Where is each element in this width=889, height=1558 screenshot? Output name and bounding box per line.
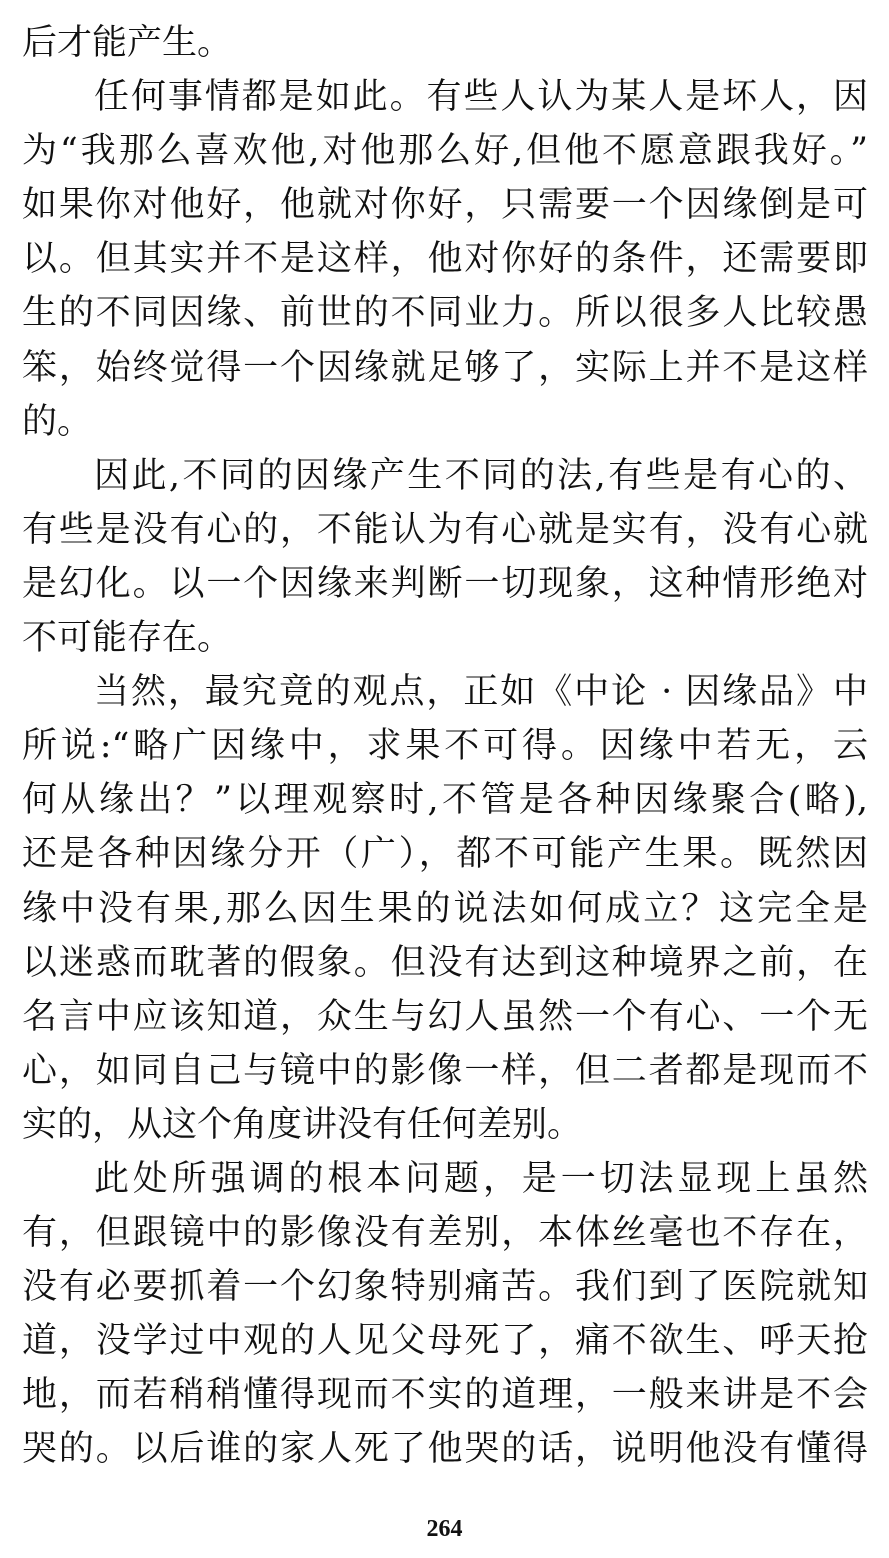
text-line: 生的不同因缘、前世的不同业力。所以很多人比较愚 [22, 293, 868, 334]
text-line: 为“我那么喜欢他,对他那么好,但他不愿意跟我好。” [22, 131, 868, 172]
text-line: 实的，从这个角度讲没有任何差别。 [22, 1104, 583, 1145]
text-line: 因此,不同的因缘产生不同的法,有些是有心的、 [94, 455, 868, 496]
text-line: 名言中应该知道，众生与幻人虽然一个有心、一个无 [22, 996, 868, 1037]
text-line: 有，但跟镜中的影像没有差别，本体丝毫也不存在， [22, 1213, 868, 1254]
text-line: 何从缘出？”以理观察时,不管是各种因缘聚合(略), [22, 780, 868, 821]
text-line: 以迷惑而耽著的假象。但没有达到这种境界之前，在 [22, 942, 868, 983]
text-line: 还是各种因缘分开（广），都不可能产生果。既然因 [22, 834, 868, 875]
text-line: 此处所强调的根本问题，是一切法显现上虽然 [94, 1158, 868, 1199]
text-line: 地，而若稍稍懂得现而不实的道理，一般来讲是不会 [22, 1375, 868, 1416]
text-line: 的。 [22, 401, 93, 442]
text-line: 缘中没有果,那么因生果的说法如何成立？这完全是 [22, 888, 868, 929]
text-line: 是幻化。以一个因缘来判断一切现象，这种情形绝对 [22, 563, 868, 604]
text-line: 道，没学过中观的人见父母死了，痛不欲生、呼天抢 [22, 1321, 868, 1362]
text-line: 有些是没有心的，不能认为有心就是实有，没有心就 [22, 509, 868, 550]
document-body [22, 16, 868, 1477]
text-line: 没有必要抓着一个幻象特别痛苦。我们到了医院就知 [22, 1267, 868, 1308]
text-line: 当然，最究竟的观点，正如《中论 · 因缘品》中 [94, 672, 868, 713]
text-line: 心，如同自己与镜中的影像一样，但二者都是现而不 [22, 1050, 868, 1091]
text-line: 不可能存在。 [22, 618, 233, 659]
text-line: 后才能产生。 [22, 23, 233, 63]
text-line: 笨，始终觉得一个因缘就足够了，实际上并不是这样 [22, 347, 868, 388]
text-line: 所说:“略广因缘中，求果不可得。因缘中若无，云 [22, 726, 868, 767]
page-number: 264 [426, 1516, 463, 1542]
text-line: 如果你对他好，他就对你好，只需要一个因缘倒是可 [22, 185, 868, 226]
text-line: 哭的。以后谁的家人死了他哭的话，说明他没有懂得 [22, 1429, 868, 1470]
text-line: 以。但其实并不是这样，他对你好的条件，还需要即 [22, 239, 868, 280]
text-line: 任何事情都是如此。有些人认为某人是坏人，因 [94, 77, 868, 118]
